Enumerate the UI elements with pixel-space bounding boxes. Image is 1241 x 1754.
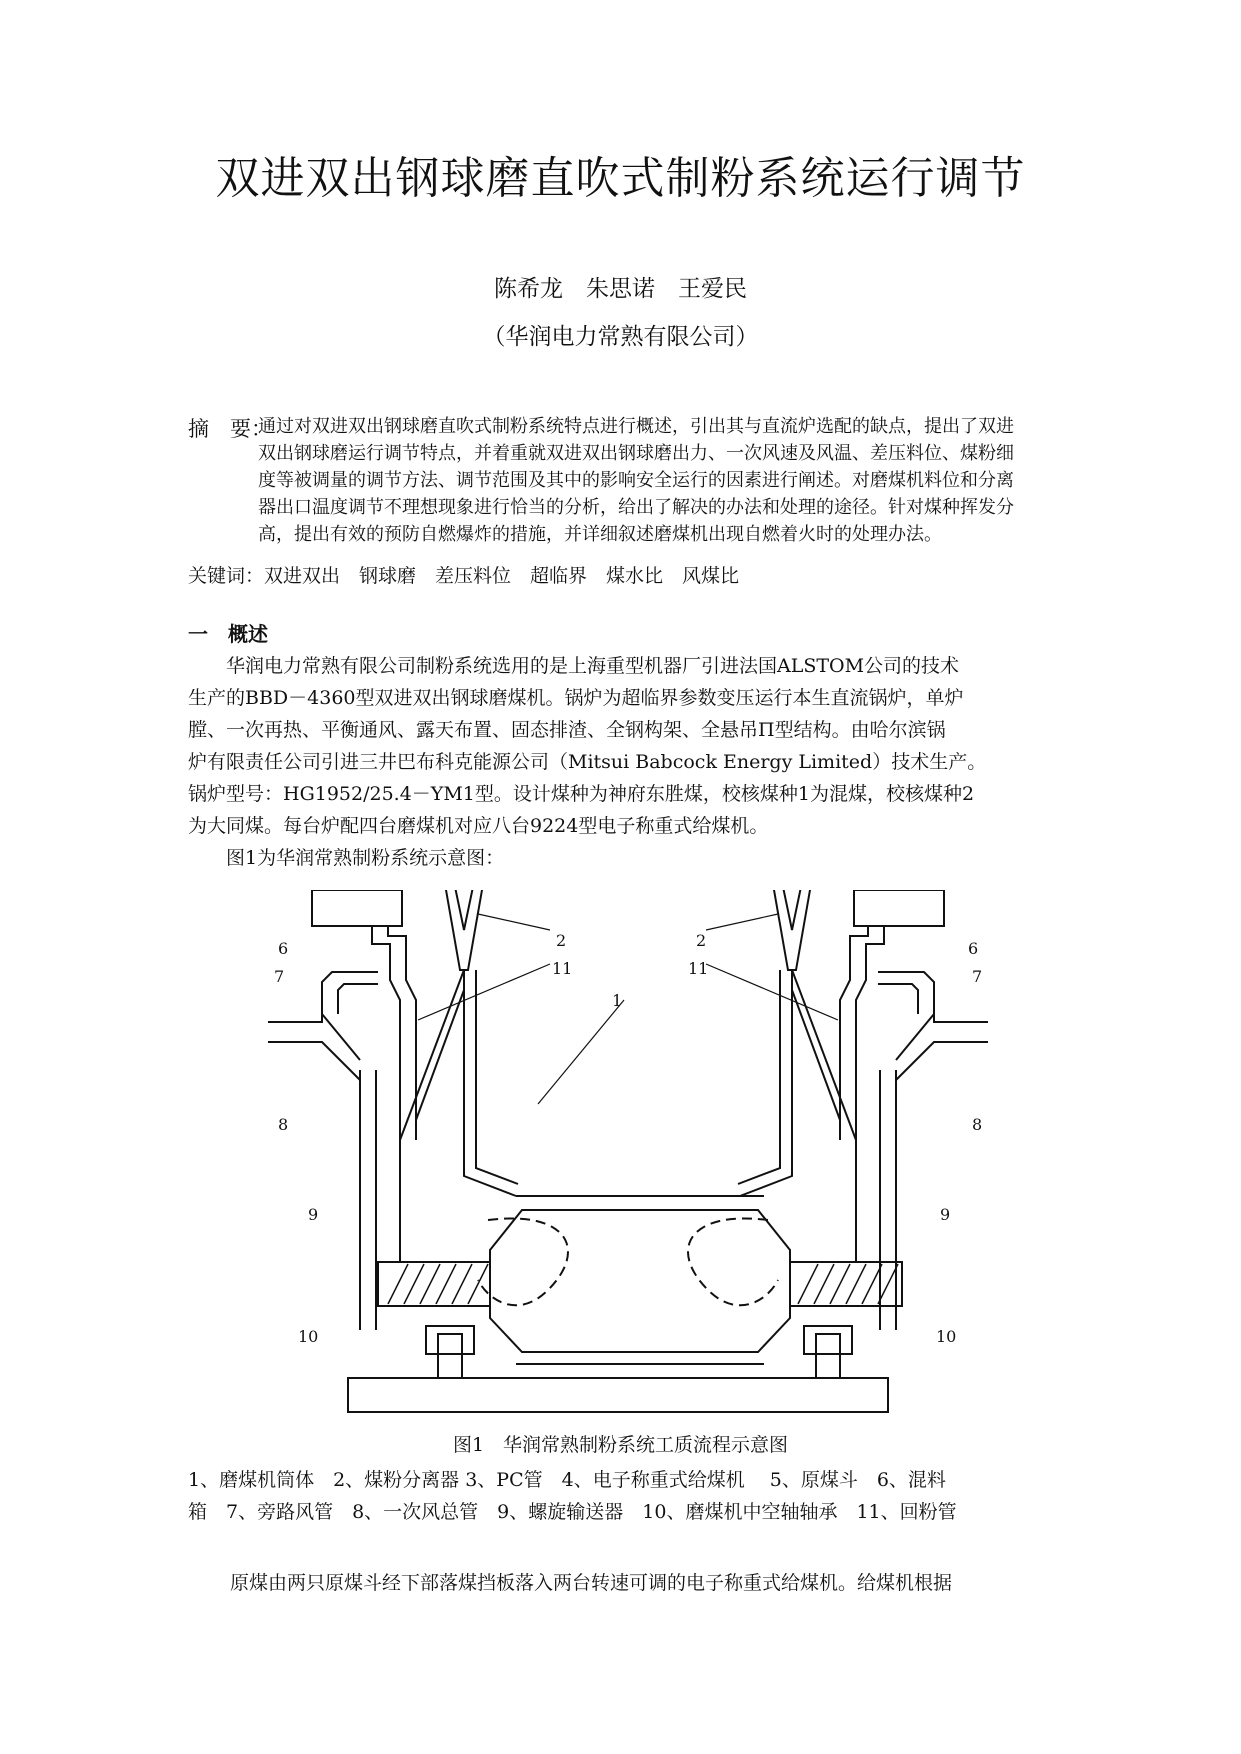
abstract-line: 度等被调量的调节方法、调节范围及其中的影响安全运行的因素进行阐述。对磨煤机料位和分离: [258, 470, 1014, 491]
body-line: 图1为华润常熟制粉系统示意图：: [188, 847, 505, 869]
body-line: 为大同煤。每台炉配四台磨煤机对应八台9224型电子称重式给煤机。: [188, 815, 769, 837]
foundation: [348, 1378, 888, 1412]
diagram-label: 7: [274, 967, 285, 986]
diagram-label: 1: [612, 991, 623, 1010]
figure-legend: [188, 1464, 1058, 1528]
keywords: [188, 561, 739, 588]
bearing-right: [804, 1326, 852, 1354]
keywords-items: 双进双出 钢球磨 差压料位 超临界 煤水比 风煤比: [264, 565, 740, 587]
diagram-label: 2: [696, 931, 707, 950]
diagram-label: 2: [556, 931, 567, 950]
keywords-label: 关键词：: [188, 565, 265, 587]
bearing-left: [426, 1326, 474, 1354]
body-line: 原煤由两只原煤斗经下部落煤挡板落入两台转速可调的电子称重式给煤机。给煤机根据: [230, 1572, 953, 1594]
body-line: 华润电力常熟有限公司制粉系统选用的是上海重型机器厂引进法国ALSTOM公司的技术: [188, 655, 960, 677]
diagram-label: 9: [940, 1205, 951, 1224]
legend-line: 1、磨煤机筒体 2、煤粉分离器 3、PC管 4、电子称重式给煤机 5、原煤斗 6、混料: [188, 1469, 946, 1491]
body-line: 膛、一次再热、平衡通风、露天布置、固态排渣、全钢构架、全悬吊Π型结构。由哈尔滨锅: [188, 719, 946, 741]
system-diagram: [268, 890, 988, 1415]
classifier-left: [422, 890, 506, 970]
affiliation: （华润电力常熟有限公司）: [482, 324, 759, 350]
diagram-label: 6: [278, 939, 289, 958]
diagram-label: 8: [972, 1115, 983, 1134]
abstract-line: 通过对双进双出钢球磨直吹式制粉系统特点进行概述，引出其与直流炉选配的缺点，提出了双进: [258, 416, 1014, 437]
mill-drum: [490, 1210, 790, 1352]
coal-feeder-left: [312, 890, 402, 926]
screw-conveyor-left: [378, 1262, 490, 1306]
diagram-label: 10: [298, 1327, 319, 1346]
abstract-line: 高，提出有效的预防自燃爆炸的措施，并详细叙述磨煤机出现自燃着火时的处理办法。: [258, 524, 942, 545]
figure-caption: 图1 华润常熟制粉系统工质流程示意图: [452, 1434, 789, 1456]
abstract-line: 双出钢球磨运行调节特点，并着重就双进双出钢球磨出力、一次风速及风温、差压料位、煤粉细: [258, 443, 1014, 464]
classifier-right: [750, 890, 834, 970]
authors: 陈希龙 朱思诺 王爱民: [494, 276, 747, 302]
diagram-label: 7: [972, 967, 983, 986]
body-line: 炉有限责任公司引进三井巴布科克能源公司（Mitsui Babcock Energy Limited）技术生产。: [188, 751, 987, 773]
diagram-label: 8: [278, 1115, 289, 1134]
diagram-label: 11: [688, 959, 709, 978]
section-heading: 一 概述: [188, 622, 268, 646]
screw-conveyor-right: [790, 1262, 902, 1306]
section-body: [188, 650, 1058, 874]
abstract-body: [258, 413, 1070, 548]
coal-feeder-right: [854, 890, 944, 926]
paper-title: 双进双出钢球磨直吹式制粉系统运行调节: [215, 153, 1026, 204]
diagram-label: 10: [936, 1327, 957, 1346]
diagram-label: 11: [552, 959, 573, 978]
diagram-label: 6: [968, 939, 979, 958]
legend-line: 箱 7、旁路风管 8、一次风总管 9、螺旋输送器 10、磨煤机中空轴轴承 11、回粉管: [188, 1501, 957, 1523]
abstract-line: 器出口温度调节不理想现象进行恰当的分析，给出了解决的办法和处理的途径。针对煤种挥发分: [258, 497, 1014, 518]
abstract-label: 摘 要：: [188, 417, 272, 441]
body-line: 生产的BBD－4360型双进双出钢球磨煤机。锅炉为超临界参数变压运行本生直流锅炉，单炉: [188, 687, 964, 709]
body-line: 锅炉型号：HG1952/25.4－YM1型。设计煤种为神府东胜煤，校核煤种1为混煤，校核煤种2: [188, 783, 975, 805]
diagram-label: 9: [308, 1205, 319, 1224]
